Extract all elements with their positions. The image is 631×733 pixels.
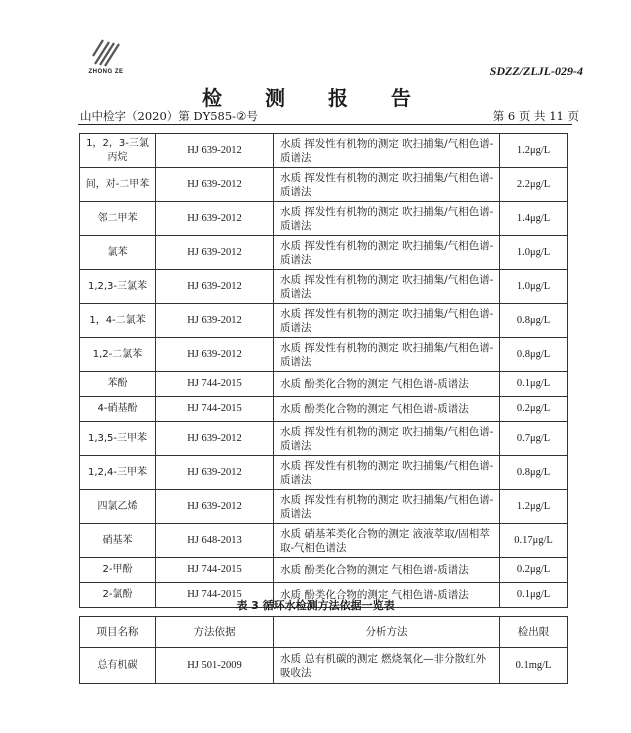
item-name-cell: 1，4-二氯苯: [80, 304, 156, 338]
circulating-water-method-table: [79, 616, 568, 684]
item-name-cell: 氯苯: [80, 236, 156, 270]
analysis-method-cell: 水质 挥发性有机物的测定 吹扫捕集/气相色谱-质谱法: [274, 456, 500, 490]
method-basis-cell: HJ 639-2012: [156, 168, 274, 202]
detection-limit-cell: 0.1μg/L: [500, 372, 568, 397]
item-name-cell: 1,2-二氯苯: [80, 338, 156, 372]
method-basis-cell: HJ 744-2015: [156, 583, 274, 608]
detection-limit-cell: 0.1mg/L: [500, 648, 568, 684]
method-basis-cell: HJ 744-2015: [156, 372, 274, 397]
report-number: 山中检字（2020）第 DY585-②号: [80, 109, 258, 123]
method-basis-cell: HJ 639-2012: [156, 236, 274, 270]
detection-limit-cell: 0.8μg/L: [500, 338, 568, 372]
detection-limit-cell: 0.2μg/L: [500, 397, 568, 422]
analysis-method-cell: 水质 挥发性有机物的测定 吹扫捕集/气相色谱-质谱法: [274, 304, 500, 338]
logo-stripes-icon: [91, 38, 121, 68]
table3-caption: 表 3 循环水检测方法依据一览表: [236, 599, 395, 612]
item-name-cell: 硝基苯: [80, 524, 156, 558]
detection-limit-cell: 1.4μg/L: [500, 202, 568, 236]
item-name-cell: 4-硝基酚: [80, 397, 156, 422]
analysis-method-cell: 水质 挥发性有机物的测定 吹扫捕集/气相色谱-质谱法: [274, 490, 500, 524]
analysis-method-cell: 水质 总有机碳的测定 燃烧氧化—非分散红外吸收法: [274, 648, 500, 684]
analysis-method-cell: 水质 挥发性有机物的测定 吹扫捕集/气相色谱-质谱法: [274, 134, 500, 168]
detection-limit-cell: 1.0μg/L: [500, 236, 568, 270]
report-title: 检 测 报 告: [202, 86, 429, 110]
method-basis-cell: HJ 639-2012: [156, 456, 274, 490]
table-row: [80, 236, 568, 270]
table-row: [80, 524, 568, 558]
analysis-method-cell: 水质 酚类化合物的测定 气相色谱-质谱法: [274, 397, 500, 422]
item-name-cell: 苯酚: [80, 372, 156, 397]
analysis-method-cell: 水质 挥发性有机物的测定 吹扫捕集/气相色谱-质谱法: [274, 422, 500, 456]
method-basis-cell: HJ 639-2012: [156, 202, 274, 236]
item-name-cell: 1,2,3-三氯苯: [80, 270, 156, 304]
detection-method-table: [79, 133, 568, 608]
detection-limit-cell: 0.8μg/L: [500, 456, 568, 490]
method-basis-cell: HJ 639-2012: [156, 270, 274, 304]
analysis-method-cell: 水质 挥发性有机物的测定 吹扫捕集/气相色谱-质谱法: [274, 202, 500, 236]
method-basis-cell: HJ 648-2013: [156, 524, 274, 558]
analysis-method-cell: 水质 挥发性有机物的测定 吹扫捕集/气相色谱-质谱法: [274, 270, 500, 304]
company-logo: [84, 38, 128, 75]
item-name-cell: 1,2,4-三甲苯: [80, 456, 156, 490]
header-method-basis: 方法依据: [156, 617, 274, 648]
table-row: [80, 490, 568, 524]
analysis-method-cell: 水质 挥发性有机物的测定 吹扫捕集/气相色谱-质谱法: [274, 236, 500, 270]
item-name-cell: 1,3,5-三甲苯: [80, 422, 156, 456]
item-name-cell: 2-甲酚: [80, 558, 156, 583]
method-basis-cell: HJ 501-2009: [156, 648, 274, 684]
detection-limit-cell: 0.17μg/L: [500, 524, 568, 558]
item-name-cell: 2-氯酚: [80, 583, 156, 608]
table-row: [80, 422, 568, 456]
analysis-method-cell: 水质 酚类化合物的测定 气相色谱-质谱法: [274, 583, 500, 608]
detection-limit-cell: 2.2μg/L: [500, 168, 568, 202]
detection-limit-cell: 0.2μg/L: [500, 558, 568, 583]
item-name-cell: 总有机碳: [80, 648, 156, 684]
table-row: [80, 134, 568, 168]
method-basis-cell: HJ 639-2012: [156, 134, 274, 168]
logo-text: ZHONG ZE: [88, 69, 124, 75]
item-name-cell: 间，对-二甲苯: [80, 168, 156, 202]
item-name-cell: 四氯乙烯: [80, 490, 156, 524]
method-basis-cell: HJ 744-2015: [156, 397, 274, 422]
analysis-method-cell: 水质 酚类化合物的测定 气相色谱-质谱法: [274, 372, 500, 397]
table-row: [80, 648, 568, 684]
header-rule: [78, 124, 572, 125]
table-row: [80, 202, 568, 236]
item-name-cell: 邻二甲苯: [80, 202, 156, 236]
analysis-method-cell: 水质 挥发性有机物的测定 吹扫捕集/气相色谱-质谱法: [274, 338, 500, 372]
table-row: [80, 558, 568, 583]
detection-limit-cell: 1.0μg/L: [500, 270, 568, 304]
analysis-method-cell: 水质 酚类化合物的测定 气相色谱-质谱法: [274, 558, 500, 583]
method-basis-cell: HJ 744-2015: [156, 558, 274, 583]
header-detection-limit: 检出限: [500, 617, 568, 648]
table-row: [80, 270, 568, 304]
document-code: SDZZ/ZLJL-029-4: [489, 64, 583, 78]
item-name-cell: 1，2，3-三氯丙烷: [80, 134, 156, 168]
header-analysis-method: 分析方法: [274, 617, 500, 648]
page-number: 第 6 页 共 11 页: [492, 109, 579, 123]
method-basis-cell: HJ 639-2012: [156, 422, 274, 456]
table-row: [80, 456, 568, 490]
table-row: [80, 338, 568, 372]
detection-limit-cell: 0.7μg/L: [500, 422, 568, 456]
detection-limit-cell: 0.8μg/L: [500, 304, 568, 338]
table-row: [80, 372, 568, 397]
detection-limit-cell: 1.2μg/L: [500, 490, 568, 524]
header-item-name: 项目名称: [80, 617, 156, 648]
table-row: [80, 397, 568, 422]
method-basis-cell: HJ 639-2012: [156, 490, 274, 524]
analysis-method-cell: 水质 硝基苯类化合物的测定 液液萃取/固相萃取-气相色谱法: [274, 524, 500, 558]
table-row: [80, 168, 568, 202]
method-basis-cell: HJ 639-2012: [156, 304, 274, 338]
method-basis-cell: HJ 639-2012: [156, 338, 274, 372]
detection-limit-cell: 0.1μg/L: [500, 583, 568, 608]
table-row: [80, 304, 568, 338]
detection-limit-cell: 1.2μg/L: [500, 134, 568, 168]
analysis-method-cell: 水质 挥发性有机物的测定 吹扫捕集/气相色谱-质谱法: [274, 168, 500, 202]
